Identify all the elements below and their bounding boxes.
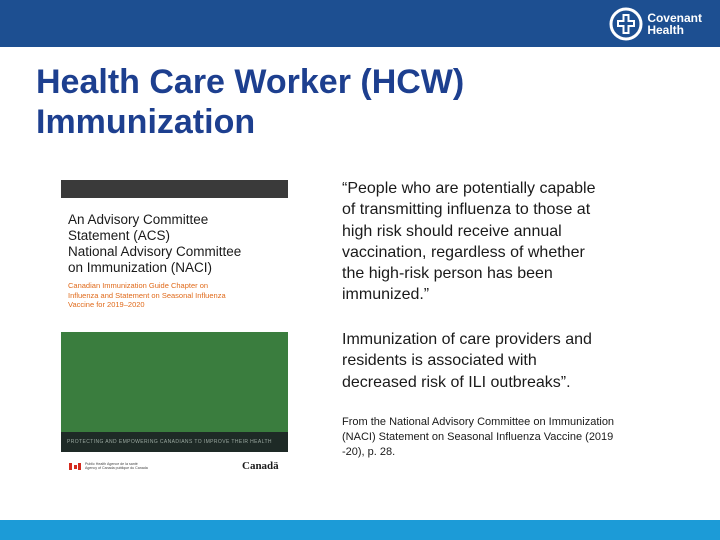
canada-wordmark: Canadä <box>242 460 279 472</box>
logo-line-1: Covenant <box>647 11 702 25</box>
canada-flag-icon <box>69 463 81 470</box>
cover-heading-line: on Immunization (NACI) <box>68 260 213 275</box>
cover-heading-line: An Advisory Committee <box>68 212 209 227</box>
cover-green-panel <box>61 332 288 432</box>
document-cover-image <box>61 180 288 477</box>
cover-heading-line: Statement (ACS) <box>68 228 171 243</box>
cover-subtitle <box>68 281 278 310</box>
cover-subtitle-line: Influenza and Statement on Seasonal Influenza <box>68 290 226 300</box>
logo-text <box>647 12 702 36</box>
citation-line: -20), p. 28. <box>342 446 396 458</box>
quote-line: high risk should receive annual <box>342 222 562 240</box>
quote-text <box>342 178 642 306</box>
para-line: Immunization of care providers and <box>342 331 592 348</box>
para-line: residents is associated with <box>342 352 537 370</box>
slide-title-line-1: Health Care Worker (HCW) <box>36 63 465 101</box>
dept-line: Agency of Canada <box>85 466 115 471</box>
quote-line: the high-risk person has been <box>342 265 553 283</box>
quote-line: of transmitting influenza to those at <box>342 201 591 219</box>
cover-tagline: PROTECTING AND EMPOWERING CANADIANS TO IMPROVE THEIR HEALTH <box>67 439 272 445</box>
quote-line: vaccination, regardless of whether <box>342 243 585 261</box>
body-paragraph <box>342 329 642 393</box>
quote-line: “People who are potentially capable <box>342 180 596 197</box>
cover-top-strip <box>61 180 288 198</box>
dept-line: Public Health <box>85 462 107 466</box>
cover-heading <box>68 212 283 276</box>
header-bar <box>0 0 720 47</box>
covenant-health-logo <box>609 6 702 42</box>
para-line: decreased risk of ILI outbreaks”. <box>342 373 571 391</box>
covenant-cross-logo-icon <box>609 7 643 41</box>
slide-title <box>36 62 696 142</box>
logo-line-2: Health <box>647 23 684 37</box>
department-signature <box>85 462 175 470</box>
cover-heading-line: National Advisory Committee <box>68 244 242 259</box>
cover-subtitle-line: Canadian Immunization Guide Chapter on <box>68 281 209 290</box>
dept-line: publique du Canada <box>115 466 148 471</box>
dept-line: Agence de la santé <box>107 462 138 466</box>
citation-line: (NACI) Statement on Seasonal Influenza Vaccine (2019 <box>342 431 614 443</box>
citation-text <box>342 415 652 460</box>
quote-line: immunized.” <box>342 286 430 304</box>
slide-title-line-2: Immunization <box>36 103 256 141</box>
citation-line: From the National Advisory Committee on Immunization <box>342 416 615 428</box>
footer-bar <box>0 520 720 540</box>
cover-subtitle-line: Vaccine for 2019–2020 <box>68 300 145 309</box>
